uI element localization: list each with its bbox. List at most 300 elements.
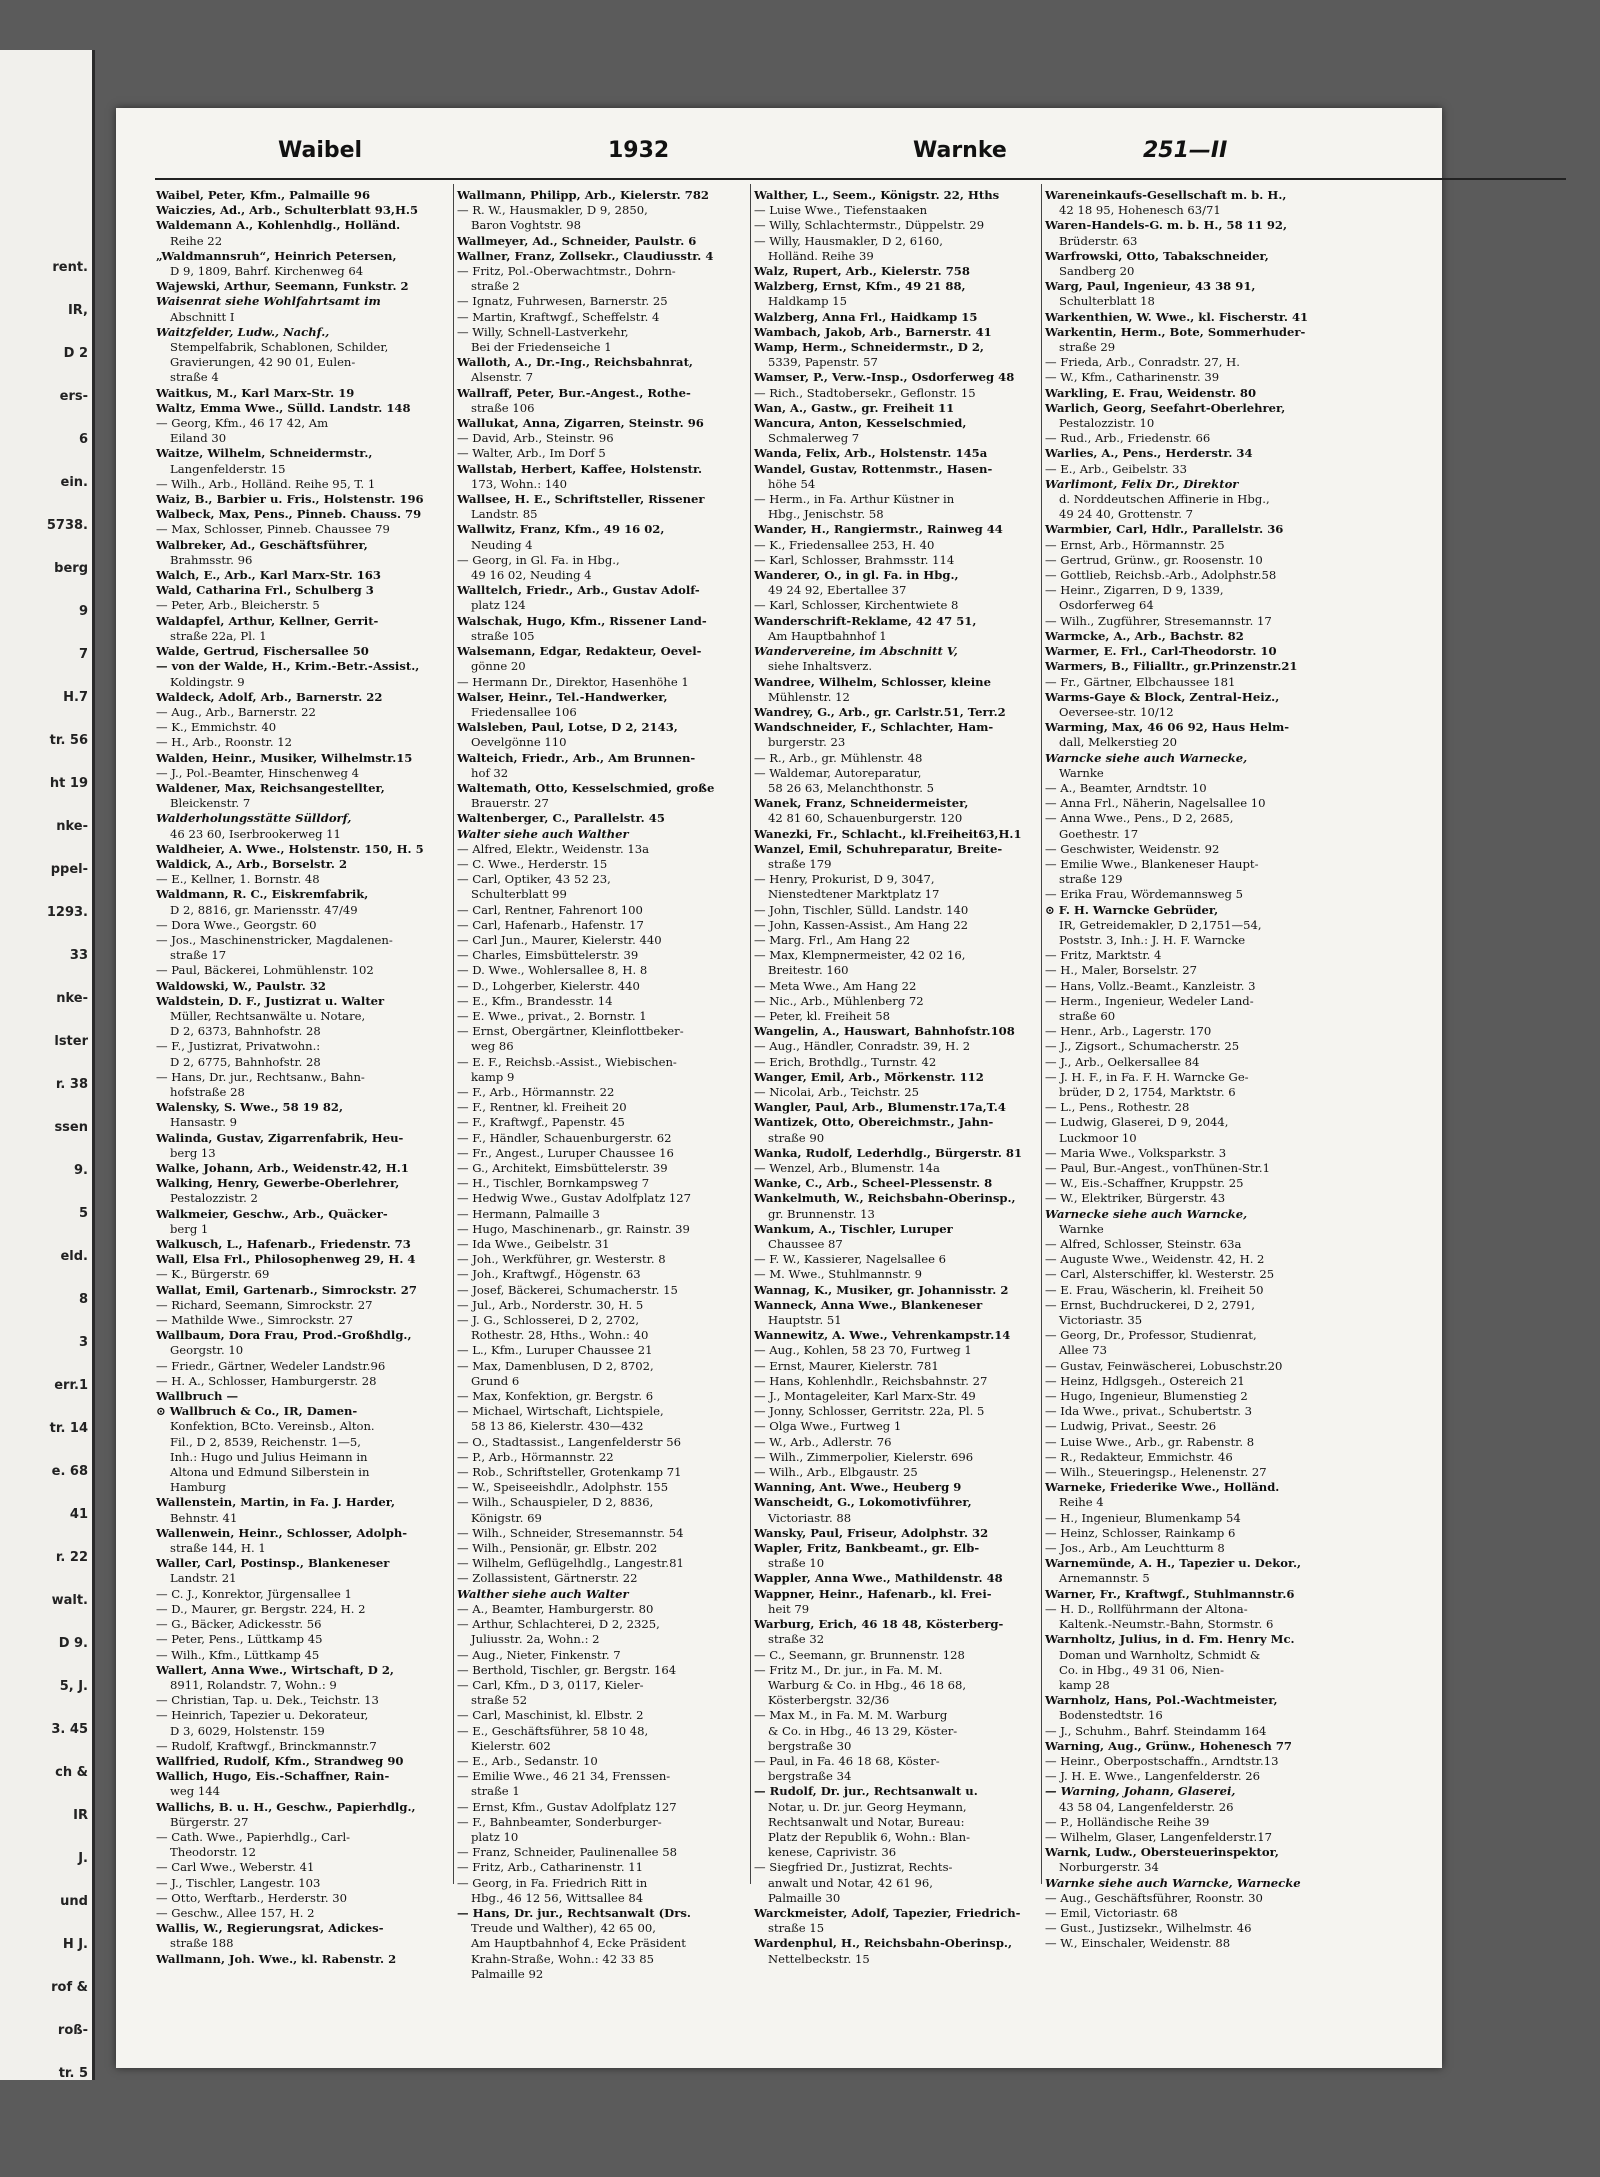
directory-entry: Wandervereine, im Abschnitt V, bbox=[754, 644, 958, 659]
directory-entry: Haldkamp 15 bbox=[768, 294, 847, 309]
previous-page-fragment: J. bbox=[78, 1851, 88, 1866]
directory-entry: — Wenzel, Arb., Blumenstr. 14a bbox=[754, 1161, 940, 1175]
previous-page-fragment: 3 bbox=[78, 1335, 88, 1350]
directory-entry: — Wilh., Schneider, Stresemannstr. 54 bbox=[457, 1525, 684, 1540]
directory-entry: — Emil, Victoriastr. 68 bbox=[1045, 1905, 1178, 1920]
directory-entry: Warfrowski, Otto, Tabakschneider, bbox=[1045, 248, 1269, 263]
directory-entry: 43 58 04, Langenfelderstr. 26 bbox=[1059, 1799, 1234, 1814]
previous-page-fragment: e. 68 bbox=[51, 1464, 88, 1479]
directory-entry: siehe Inhaltsverz. bbox=[768, 659, 873, 674]
directory-entry: Hbg., 46 12 56, Wittsallee 84 bbox=[471, 1890, 644, 1905]
directory-entry: — Willy, Schlachtermstr., Düppelstr. 29 bbox=[754, 218, 985, 233]
directory-entry: ⊙ Wallbruch & Co., IR, Damen- bbox=[156, 1404, 358, 1419]
directory-entry: Waisenrat siehe Wohlfahrtsamt im bbox=[156, 294, 381, 309]
directory-entry: — Rudolf, Kraftwgf., Brinckmannstr.7 bbox=[156, 1738, 377, 1753]
directory-entry: Walderholungsstätte Sülldorf, bbox=[156, 811, 352, 826]
directory-entry: Walsleben, Paul, Lotse, D 2, 2143, bbox=[457, 720, 678, 735]
directory-entry: — Rud., Arb., Friedenstr. 66 bbox=[1045, 431, 1211, 446]
directory-entry: Warlich, Georg, Seefahrt-Oberlehrer, bbox=[1045, 400, 1286, 415]
directory-entry: — Wilh., Schauspieler, D 2, 8836, bbox=[457, 1495, 654, 1510]
directory-entry: Landstr. 85 bbox=[471, 507, 538, 522]
directory-entry: — Rich., Stadtobersekr., Geflonstr. 15 bbox=[754, 385, 976, 400]
directory-entry: — L., Pens., Rothestr. 28 bbox=[1045, 1100, 1190, 1115]
directory-entry: straße 188 bbox=[170, 1936, 234, 1951]
directory-entry: — Max M., in Fa. M. M. Warburg bbox=[754, 1708, 948, 1723]
directory-entry: Victoriastr. 88 bbox=[768, 1510, 852, 1525]
directory-entry: — Herm., in Fa. Arthur Küstner in bbox=[754, 492, 955, 507]
directory-entry: Brauerstr. 27 bbox=[471, 796, 549, 811]
directory-entry: — Gertrud, Grünw., gr. Roosenstr. 10 bbox=[1045, 552, 1263, 567]
previous-page-fragment: tr. 5 bbox=[58, 2066, 88, 2081]
directory-entry: Hauptstr. 51 bbox=[768, 1313, 842, 1328]
directory-entry: — F., Kraftwgf., Papenstr. 45 bbox=[457, 1115, 625, 1130]
directory-entry: anwalt und Notar, 42 61 96, bbox=[768, 1875, 933, 1890]
directory-entry: Walzberg, Anna Frl., Haidkamp 15 bbox=[754, 309, 978, 324]
directory-entry: — O., Stadtassist., Langenfelderstr 56 bbox=[457, 1434, 682, 1449]
directory-entry: Wallert, Anna Wwe., Wirtschaft, D 2, bbox=[156, 1662, 394, 1677]
previous-page-fragment: tr. 14 bbox=[49, 1421, 88, 1436]
directory-entry: — Geschw., Allee 157, H. 2 bbox=[156, 1905, 315, 1920]
directory-entry: — Emilie Wwe., Blankeneser Haupt- bbox=[1045, 856, 1259, 871]
directory-entry: Walter siehe auch Walther bbox=[457, 826, 629, 841]
directory-entry: Warnke siehe auch Warncke, Warnecke bbox=[1045, 1875, 1301, 1890]
directory-entry: — J. H. F., in Fa. F. H. Warncke Ge- bbox=[1045, 1069, 1249, 1084]
directory-entry: Warnholz, Hans, Pol.-Wachtmeister, bbox=[1045, 1693, 1278, 1708]
directory-entry: & Co. in Hbg., 46 13 29, Köster- bbox=[768, 1723, 958, 1738]
directory-entry: Wanda, Felix, Arb., Holstenstr. 145a bbox=[754, 446, 988, 461]
directory-entry: Waller, Carl, Postinsp., Blankeneser bbox=[156, 1556, 390, 1571]
previous-page-fragment: 41 bbox=[69, 1507, 88, 1522]
directory-entry: — Max, Klempnermeister, 42 02 16, bbox=[754, 948, 966, 963]
directory-entry: Brüderstr. 63 bbox=[1059, 233, 1138, 248]
directory-entry: Warmcke, A., Arb., Bachstr. 82 bbox=[1045, 628, 1244, 643]
directory-entry: — Ernst, Kfm., Gustav Adolfplatz 127 bbox=[457, 1799, 677, 1814]
directory-entry: Waitze, Wilhelm, Schneidermstr., bbox=[156, 446, 373, 461]
directory-entry: — Heinz, Hdlgsgeh., Ostereich 21 bbox=[1045, 1373, 1245, 1388]
directory-entry: — Peter, Pens., Lüttkamp 45 bbox=[156, 1632, 323, 1647]
directory-entry: — Gust., Justizsekr., Wilhelmstr. 46 bbox=[1045, 1921, 1252, 1936]
directory-entry: platz 124 bbox=[471, 598, 526, 613]
directory-entry: Schmalerweg 7 bbox=[768, 431, 860, 446]
directory-entry: weg 144 bbox=[170, 1784, 221, 1799]
directory-entry: Waltz, Emma Wwe., Sülld. Landstr. 148 bbox=[156, 400, 411, 415]
directory-entry: — Henr., Arb., Lagerstr. 170 bbox=[1045, 1024, 1212, 1039]
previous-page-fragment: ch & bbox=[55, 1765, 88, 1780]
directory-entry: — Frieda, Arb., Conradstr. 27, H. bbox=[1045, 355, 1240, 370]
directory-entry: — E., Arb., Geibelstr. 33 bbox=[1045, 461, 1188, 476]
column-divider bbox=[1041, 184, 1042, 1884]
directory-entry: kenese, Caprivistr. 36 bbox=[768, 1845, 897, 1860]
directory-entry: — Carl, Alsterschiffer, kl. Westerstr. 25 bbox=[1045, 1267, 1275, 1282]
previous-page-fragment: ssen bbox=[54, 1120, 88, 1135]
directory-entry: Kielerstr. 602 bbox=[471, 1738, 551, 1753]
directory-entry: — H. D., Rollführmann der Altona- bbox=[1045, 1601, 1248, 1616]
previous-page-fragment: nke- bbox=[56, 819, 88, 834]
header-year: 1932 bbox=[608, 138, 670, 163]
directory-entry: — Aug., Geschäftsführer, Roonstr. 30 bbox=[1045, 1890, 1263, 1905]
directory-entry: Wamp, Herm., Schneidermstr., D 2, bbox=[754, 340, 984, 355]
directory-entry: — Ignatz, Fuhrwesen, Barnerstr. 25 bbox=[457, 294, 668, 309]
directory-entry: — H., Maler, Borselstr. 27 bbox=[1045, 963, 1197, 978]
directory-entry: Wanderschrift-Reklame, 42 47 51, bbox=[754, 613, 977, 628]
directory-entry: Pestalozzistr. 10 bbox=[1059, 416, 1155, 431]
directory-entry: — Carl, Optiker, 43 52 23, bbox=[457, 872, 611, 887]
directory-entry: Wald, Catharina Frl., Schulberg 3 bbox=[156, 583, 374, 598]
directory-entry: hofstraße 28 bbox=[170, 1084, 245, 1099]
directory-entry: — Arthur, Schlachterei, D 2, 2325, bbox=[457, 1617, 660, 1632]
directory-entry: — Fritz, Marktstr. 4 bbox=[1045, 948, 1162, 963]
directory-entry: D 2, 6775, Bahnhofstr. 28 bbox=[170, 1054, 321, 1069]
directory-entry: — H., Tischler, Bornkampsweg 7 bbox=[457, 1176, 650, 1191]
directory-entry: — Ida Wwe., privat., Schubertstr. 3 bbox=[1045, 1404, 1252, 1419]
directory-entry: — E., Kellner, 1. Bornstr. 48 bbox=[156, 872, 320, 887]
directory-entry: Walzberg, Ernst, Kfm., 49 21 88, bbox=[754, 279, 966, 294]
directory-entry: Wallbruch — bbox=[156, 1389, 239, 1404]
directory-entry: Behnstr. 41 bbox=[170, 1510, 238, 1525]
directory-entry: Pestalozzistr. 2 bbox=[170, 1191, 258, 1206]
directory-entry: Walinda, Gustav, Zigarrenfabrik, Heu- bbox=[156, 1130, 404, 1145]
directory-entry: Walther siehe auch Walter bbox=[457, 1586, 629, 1601]
directory-entry: Oeversee-str. 10/12 bbox=[1059, 704, 1174, 719]
directory-entry: Rechtsanwalt und Notar, Bureau: bbox=[768, 1814, 965, 1829]
directory-entry: Wallbaum, Dora Frau, Prod.-Großhdlg., bbox=[156, 1328, 412, 1343]
directory-entry: Walser, Heinr., Tel.-Handwerker, bbox=[457, 689, 668, 704]
directory-entry: gönne 20 bbox=[471, 659, 526, 674]
directory-entry: Grund 6 bbox=[471, 1373, 520, 1388]
previous-page-fragment: 5 bbox=[78, 1206, 88, 1221]
directory-entry: — F., Händler, Schauenburgerstr. 62 bbox=[457, 1130, 672, 1145]
directory-entry: Wanscheidt, G., Lokomotivführer, bbox=[754, 1495, 972, 1510]
previous-page-fragment: IR, bbox=[67, 303, 88, 318]
directory-entry: berg 1 bbox=[170, 1221, 209, 1236]
directory-entry: Warmers, B., Filialltr., gr.Prinzenstr.21 bbox=[1045, 659, 1298, 674]
directory-entry: Warneke, Friederike Wwe., Holländ. bbox=[1045, 1480, 1280, 1495]
directory-entry: — Georg, Dr., Professor, Studienrat, bbox=[1045, 1328, 1257, 1343]
directory-entry: Breitestr. 160 bbox=[768, 963, 849, 978]
directory-entry: Bürgerstr. 27 bbox=[170, 1814, 249, 1829]
directory-entry: straße 106 bbox=[471, 400, 535, 415]
directory-entry: straße 22a, Pl. 1 bbox=[170, 628, 267, 643]
directory-entry: Kösterbergstr. 32/36 bbox=[768, 1693, 890, 1708]
directory-entry: Warmbier, Carl, Hdlr., Parallelstr. 36 bbox=[1045, 522, 1284, 537]
previous-page-fragment: ppel- bbox=[50, 862, 88, 877]
directory-entry: Rothestr. 28, Hths., Wohn.: 40 bbox=[471, 1328, 649, 1343]
directory-entry: straße 15 bbox=[768, 1921, 825, 1936]
previous-page-fragment: roß- bbox=[57, 2023, 88, 2038]
previous-page-fragment: r. 38 bbox=[55, 1077, 88, 1092]
directory-entry: Wallmann, Joh. Wwe., kl. Rabenstr. 2 bbox=[156, 1951, 397, 1966]
directory-entry: — Paul, Bur.-Angest., vonThünen-Str.1 bbox=[1045, 1161, 1270, 1175]
directory-entry: — Willy, Schnell-Lastverkehr, bbox=[457, 324, 629, 339]
directory-entry: — Carl, Maschinist, kl. Elbstr. 2 bbox=[457, 1708, 644, 1723]
directory-entry: — Wilh., Pensionär, gr. Elbstr. 202 bbox=[457, 1541, 658, 1556]
directory-entry: Warckmeister, Adolf, Tapezier, Friedrich- bbox=[754, 1905, 1021, 1920]
directory-entry: Walbreker, Ad., Geschäftsführer, bbox=[156, 537, 368, 552]
previous-page-fragment: 1293. bbox=[46, 905, 88, 920]
directory-entry: — R., Redakteur, Emmichstr. 46 bbox=[1045, 1449, 1233, 1464]
directory-entry: Treude und Walther), 42 65 00, bbox=[471, 1921, 656, 1936]
directory-entry: — Martin, Kraftwgf., Scheffelstr. 4 bbox=[457, 309, 660, 324]
directory-entry: bergstraße 30 bbox=[768, 1738, 852, 1753]
directory-entry: Warncke siehe auch Warnecke, bbox=[1045, 750, 1248, 765]
directory-entry: platz 10 bbox=[471, 1829, 519, 1844]
directory-entry: Wandschneider, F., Schlachter, Ham- bbox=[754, 720, 994, 735]
directory-entry: — Heinr., Oberpostschaffn., Arndtstr.13 bbox=[1045, 1753, 1279, 1768]
previous-page-fragment: D 9. bbox=[58, 1636, 88, 1651]
previous-page-fragment: rent. bbox=[52, 260, 88, 275]
directory-entry: — Fritz M., Dr. jur., in Fa. M. M. bbox=[754, 1662, 943, 1677]
previous-page-fragment: 33 bbox=[69, 948, 88, 963]
directory-entry: — Siegfried Dr., Justizrat, Rechts- bbox=[754, 1860, 953, 1875]
directory-entry: Friedensallee 106 bbox=[471, 704, 577, 719]
directory-entry: Wallukat, Anna, Zigarren, Steinstr. 96 bbox=[457, 416, 704, 431]
directory-entry: — Friedr., Gärtner, Wedeler Landstr.96 bbox=[156, 1358, 386, 1373]
directory-entry: — M. Wwe., Stuhlmannstr. 9 bbox=[754, 1267, 922, 1282]
directory-entry: Waibel, Peter, Kfm., Palmaille 96 bbox=[156, 188, 371, 202]
directory-entry: Wamser, P., Verw.-Insp., Osdorferweg 48 bbox=[754, 370, 1015, 385]
previous-page-fragment: und bbox=[60, 1894, 88, 1909]
directory-entry: — von der Walde, H., Krim.-Betr.-Assist., bbox=[156, 659, 420, 674]
directory-entry: Wanning, Ant. Wwe., Heuberg 9 bbox=[754, 1480, 962, 1495]
directory-entry: — E. Frau, Wäscherin, kl. Freiheit 50 bbox=[1045, 1282, 1264, 1297]
directory-entry: Notar, u. Dr. jur. Georg Heymann, bbox=[768, 1799, 967, 1814]
directory-entry: — Rudolf, Dr. jur., Rechtsanwalt u. bbox=[754, 1784, 978, 1799]
directory-entry: — C. Wwe., Herderstr. 15 bbox=[457, 856, 608, 871]
directory-entry: Sandberg 20 bbox=[1059, 264, 1135, 279]
directory-entry: Konfektion, BCto. Vereinsb., Alton. bbox=[170, 1419, 375, 1434]
directory-entry: — F., Rentner, kl. Freiheit 20 bbox=[457, 1100, 627, 1115]
directory-entry: straße 105 bbox=[471, 628, 535, 643]
directory-entry: Walltelch, Friedr., Arb., Gustav Adolf- bbox=[457, 583, 700, 598]
directory-entry: Waldmann, R. C., Eiskremfabrik, bbox=[156, 887, 369, 902]
previous-page-fragment: 9. bbox=[74, 1163, 88, 1178]
directory-entry: — Marg. Frl., Am Hang 22 bbox=[754, 932, 911, 947]
previous-page-fragment: rof & bbox=[51, 1980, 88, 1995]
directory-entry: — A., Beamter, Arndtstr. 10 bbox=[1045, 780, 1207, 795]
directory-entry: — Paul, Bäckerei, Lohmühlenstr. 102 bbox=[156, 963, 374, 978]
column-1 bbox=[156, 188, 446, 1966]
directory-entry: Warnemünde, A. H., Tapezier u. Dekor., bbox=[1045, 1556, 1302, 1571]
directory-entry: — E., Geschäftsführer, 58 10 48, bbox=[457, 1723, 649, 1738]
directory-entry: Wanderer, O., in gl. Fa. in Hbg., bbox=[754, 568, 959, 583]
directory-entry: Warms-Gaye & Block, Zentral-Heiz., bbox=[1045, 689, 1280, 704]
directory-entry: Warburg & Co. in Hbg., 46 18 68, bbox=[768, 1677, 967, 1692]
directory-entry: Waldick, A., Arb., Borselstr. 2 bbox=[156, 856, 348, 871]
directory-entry: Warmer, E. Frl., Carl-Theodorstr. 10 bbox=[1045, 644, 1277, 659]
directory-entry: — Fritz, Pol.-Oberwachtmstr., Dohrn- bbox=[457, 264, 676, 279]
previous-page-fragment: tr. 56 bbox=[49, 733, 88, 748]
directory-entry: 8911, Rolandstr. 7, Wohn.: 9 bbox=[170, 1677, 337, 1692]
directory-entry: Hansastr. 9 bbox=[170, 1115, 237, 1130]
directory-entry: — Walter, Arb., Im Dorf 5 bbox=[457, 446, 606, 461]
directory-entry: — K., Bürgerstr. 69 bbox=[156, 1267, 270, 1282]
directory-entry: — Ernst, Maurer, Kielerstr. 781 bbox=[754, 1358, 939, 1373]
directory-entry: Wanke, C., Arb., Scheel-Plessenstr. 8 bbox=[754, 1176, 993, 1191]
directory-entry: Schulterblatt 18 bbox=[1059, 294, 1155, 309]
directory-entry: — Olga Wwe., Furtweg 1 bbox=[754, 1419, 902, 1434]
directory-entry: — W., Speiseeishdlr., Adolphstr. 155 bbox=[457, 1480, 669, 1495]
directory-entry: Luckmoor 10 bbox=[1059, 1130, 1137, 1145]
directory-entry: Wallat, Emil, Gartenarb., Simrockstr. 27 bbox=[156, 1282, 417, 1297]
directory-entry: 49 24 92, Ebertallee 37 bbox=[768, 583, 907, 598]
directory-entry: 46 23 60, Iserbrookerweg 11 bbox=[170, 826, 341, 841]
directory-entry: Wajewski, Arthur, Seemann, Funkstr. 2 bbox=[156, 279, 409, 294]
directory-entry: heit 79 bbox=[768, 1601, 810, 1616]
directory-entry: — Wilhelm, Glaser, Langenfelderstr.17 bbox=[1045, 1829, 1272, 1844]
directory-entry: — Wilh., Zugführer, Stresemannstr. 17 bbox=[1045, 613, 1272, 628]
directory-entry: straße 2 bbox=[471, 279, 520, 294]
directory-entry: 173, Wohn.: 140 bbox=[471, 476, 567, 491]
directory-entry: — W., Einschaler, Weidenstr. 88 bbox=[1045, 1936, 1231, 1951]
directory-entry: — Auguste Wwe., Weidenstr. 42, H. 2 bbox=[1045, 1252, 1265, 1267]
directory-entry: — Alfred, Schlosser, Steinstr. 63a bbox=[1045, 1237, 1242, 1252]
directory-entry: — Erika Frau, Wördemannsweg 5 bbox=[1045, 887, 1243, 902]
directory-entry: — H. A., Schlosser, Hamburgerstr. 28 bbox=[156, 1373, 377, 1388]
directory-entry: Nienstedtener Marktplatz 17 bbox=[768, 887, 940, 902]
directory-entry: Wansky, Paul, Friseur, Adolphstr. 32 bbox=[754, 1525, 989, 1540]
directory-entry: — Gottlieb, Reichsb.-Arb., Adolphstr.58 bbox=[1045, 568, 1277, 583]
directory-entry: Warnk, Ludw., Obersteuerinspektor, bbox=[1045, 1845, 1279, 1860]
directory-entry: Alsenstr. 7 bbox=[471, 370, 533, 385]
directory-entry: Warburg, Erich, 46 18 48, Kösterberg- bbox=[754, 1617, 1004, 1632]
directory-entry: IR, Getreidemakler, D 2,1751—54, bbox=[1059, 917, 1262, 932]
directory-entry: — L., Kfm., Luruper Chaussee 21 bbox=[457, 1343, 653, 1358]
directory-entry: Wanezki, Fr., Schlacht., kl.Freiheit63,H.1 bbox=[754, 826, 1022, 841]
directory-entry: Wantizek, Otto, Obereichmstr., Jahn- bbox=[754, 1115, 994, 1130]
directory-entry: — Karl, Schlosser, Kirchentwiete 8 bbox=[754, 598, 959, 613]
directory-entry: Waldeck, Adolf, Arb., Barnerstr. 22 bbox=[156, 689, 383, 704]
directory-entry: — Wilh., Arb., Elbgaustr. 25 bbox=[754, 1465, 918, 1480]
directory-entry: — Carl, Hafenarb., Hafenstr. 17 bbox=[457, 917, 644, 932]
directory-entry: Walbeck, Max, Pens., Pinneb. Chauss. 79 bbox=[156, 507, 422, 522]
directory-entry: Wankelmuth, W., Reichsbahn-Oberinsp., bbox=[754, 1191, 1016, 1206]
directory-entry: Wander, H., Rangiermstr., Rainweg 44 bbox=[754, 522, 1003, 537]
directory-entry: — Ernst, Arb., Hörmannstr. 25 bbox=[1045, 537, 1225, 552]
directory-entry: — A., Beamter, Hamburgerstr. 80 bbox=[457, 1601, 654, 1616]
directory-entry: — Ludwig, Privat., Seestr. 26 bbox=[1045, 1419, 1217, 1434]
previous-page-strip bbox=[0, 50, 95, 2080]
directory-entry: — F., Bahnbeamter, Sonderburger- bbox=[457, 1814, 662, 1829]
directory-entry: Walch, E., Arb., Karl Marx-Str. 163 bbox=[156, 568, 381, 583]
directory-entry: Wallis, W., Regierungsrat, Adickes- bbox=[156, 1921, 384, 1936]
directory-entry: Wangelin, A., Hauswart, Bahnhofstr.108 bbox=[754, 1024, 1015, 1039]
directory-entry: Wanek, Franz, Schneidermeister, bbox=[754, 796, 969, 811]
directory-entry: Walz, Rupert, Arb., Kielerstr. 758 bbox=[754, 264, 970, 279]
directory-entry: — Willy, Hausmakler, D 2, 6160, bbox=[754, 233, 943, 248]
directory-entry: Hbg., Jenischstr. 58 bbox=[768, 507, 884, 522]
directory-entry: — Christian, Tap. u. Dek., Teichstr. 13 bbox=[156, 1693, 379, 1708]
previous-page-fragment: IR bbox=[73, 1808, 88, 1823]
directory-entry: Fil., D 2, 8539, Reichenstr. 1—5, bbox=[170, 1434, 361, 1449]
directory-entry: — Hans, Dr. jur., Rechtsanwalt (Drs. bbox=[457, 1905, 691, 1920]
directory-entry: — Fr., Angest., Luruper Chaussee 16 bbox=[457, 1145, 674, 1160]
directory-entry: Waldapfel, Arthur, Kellner, Gerrit- bbox=[156, 613, 379, 628]
directory-entry: — Hans, Kohlenhdlr., Reichsbahnstr. 27 bbox=[754, 1373, 988, 1388]
directory-entry: Waldheier, A. Wwe., Holstenstr. 150, H. 5 bbox=[156, 841, 424, 856]
directory-entry: — Heinz, Schlosser, Rainkamp 6 bbox=[1045, 1525, 1236, 1540]
directory-entry: — Carl Jun., Maurer, Kielerstr. 440 bbox=[457, 932, 662, 947]
directory-entry: 49 24 40, Grottenstr. 7 bbox=[1059, 507, 1194, 522]
directory-entry: — David, Arb., Steinstr. 96 bbox=[457, 431, 614, 446]
directory-entry: Walde, Gertrud, Fischersallee 50 bbox=[156, 644, 369, 659]
directory-entry: — J., Zigsort., Schumacherstr. 25 bbox=[1045, 1039, 1240, 1054]
directory-entry: — W., Kfm., Catharinenstr. 39 bbox=[1045, 370, 1220, 385]
directory-entry: — Cath. Wwe., Papierhdlg., Carl- bbox=[156, 1829, 351, 1844]
directory-entry: Palmaille 30 bbox=[768, 1890, 841, 1905]
directory-entry: — Peter, kl. Freiheit 58 bbox=[754, 1008, 890, 1023]
directory-entry: — W., Elektriker, Bürgerstr. 43 bbox=[1045, 1191, 1226, 1206]
directory-entry: — P., Holländische Reihe 39 bbox=[1045, 1814, 1210, 1829]
directory-entry: Baron Voghtstr. 98 bbox=[471, 218, 581, 233]
directory-entry: Waitkus, M., Karl Marx-Str. 19 bbox=[156, 385, 355, 400]
directory-entry: — Mathilde Wwe., Simrockstr. 27 bbox=[156, 1313, 354, 1328]
directory-entry: — Fr., Gärtner, Elbchaussee 181 bbox=[1045, 674, 1236, 689]
directory-entry: berg 13 bbox=[170, 1145, 216, 1160]
previous-page-fragment: 5, J. bbox=[59, 1679, 88, 1694]
directory-entry: Bleickenstr. 7 bbox=[170, 796, 251, 811]
directory-entry: — Fritz, Arb., Catharinenstr. 11 bbox=[457, 1860, 643, 1875]
directory-entry: straße 32 bbox=[768, 1632, 825, 1647]
directory-entry: Warnke bbox=[1059, 765, 1104, 780]
header-rule bbox=[155, 178, 1566, 180]
directory-entry: — Carl, Kfm., D 3, 0117, Kieler- bbox=[457, 1677, 644, 1692]
directory-entry: 58 13 86, Kielerstr. 430—432 bbox=[471, 1419, 644, 1434]
directory-entry: Waitzfelder, Ludw., Nachf., bbox=[156, 324, 330, 339]
previous-page-fragment: 3. 45 bbox=[51, 1722, 88, 1737]
directory-entry: — E. F., Reichsb.-Assist., Wiebischen- bbox=[457, 1054, 677, 1069]
previous-page-fragment: eld. bbox=[60, 1249, 88, 1264]
column-4 bbox=[1045, 188, 1335, 1951]
directory-entry: Königstr. 69 bbox=[471, 1510, 542, 1525]
directory-entry: — Josef, Bäckerei, Schumacherstr. 15 bbox=[457, 1282, 678, 1297]
previous-page-fragment: berg bbox=[54, 561, 88, 576]
directory-entry: Brahmsstr. 96 bbox=[170, 552, 253, 567]
directory-entry: — Ida Wwe., Geibelstr. 31 bbox=[457, 1237, 610, 1252]
directory-entry: — Aug., Händler, Conradstr. 39, H. 2 bbox=[754, 1039, 971, 1054]
directory-entry: „Waldmannsruh“, Heinrich Petersen, bbox=[156, 248, 397, 263]
directory-entry: kamp 9 bbox=[471, 1069, 515, 1084]
directory-entry: — W., Arb., Adlerstr. 76 bbox=[754, 1434, 892, 1449]
directory-entry: Bei der Friedenseiche 1 bbox=[471, 340, 612, 355]
directory-entry: — Carl Wwe., Weberstr. 41 bbox=[156, 1860, 315, 1875]
directory-entry: Wallfried, Rudolf, Kfm., Strandweg 90 bbox=[156, 1753, 404, 1768]
directory-entry: Wannag, K., Musiker, gr. Johannisstr. 2 bbox=[754, 1282, 1009, 1297]
directory-entry: — F. W., Kassierer, Nagelsallee 6 bbox=[754, 1252, 947, 1267]
directory-entry: — Georg, Kfm., 46 17 42, Am bbox=[156, 416, 329, 431]
directory-entry: — Henry, Prokurist, D 9, 3047, bbox=[754, 872, 935, 887]
previous-page-fragment: ers- bbox=[59, 389, 88, 404]
directory-entry: — John, Kassen-Assist., Am Hang 22 bbox=[754, 917, 968, 932]
directory-entry: — K., Emmichstr. 40 bbox=[156, 720, 277, 735]
directory-entry: — Nicolai, Arb., Teichstr. 25 bbox=[754, 1084, 920, 1099]
directory-entry: Arnemannstr. 5 bbox=[1059, 1571, 1150, 1586]
directory-entry: Wappler, Anna Wwe., Mathildenstr. 48 bbox=[754, 1571, 1003, 1586]
directory-entry: Schulterblatt 99 bbox=[471, 887, 567, 902]
directory-entry: höhe 54 bbox=[768, 476, 816, 491]
directory-entry: Walking, Henry, Gewerbe-Oberlehrer, bbox=[156, 1176, 400, 1191]
page-number: 251—II bbox=[1143, 138, 1228, 163]
directory-entry: Walsemann, Edgar, Redakteur, Oevel- bbox=[457, 644, 702, 659]
directory-entry: — Franz, Schneider, Paulinenallee 58 bbox=[457, 1845, 677, 1860]
directory-entry: — Ludwig, Glaserei, D 9, 2044, bbox=[1045, 1115, 1229, 1130]
directory-entry: — Heinrich, Tapezier u. Dekorateur, bbox=[156, 1708, 369, 1723]
directory-entry: Georgstr. 10 bbox=[170, 1343, 244, 1358]
directory-entry: Osdorferweg 64 bbox=[1059, 598, 1154, 613]
directory-entry: — Michael, Wirtschaft, Lichtspiele, bbox=[457, 1404, 664, 1419]
directory-entry: Goethestr. 17 bbox=[1059, 826, 1139, 841]
directory-entry: Palmaille 92 bbox=[471, 1966, 544, 1981]
previous-page-fragment: 9 bbox=[78, 604, 88, 619]
